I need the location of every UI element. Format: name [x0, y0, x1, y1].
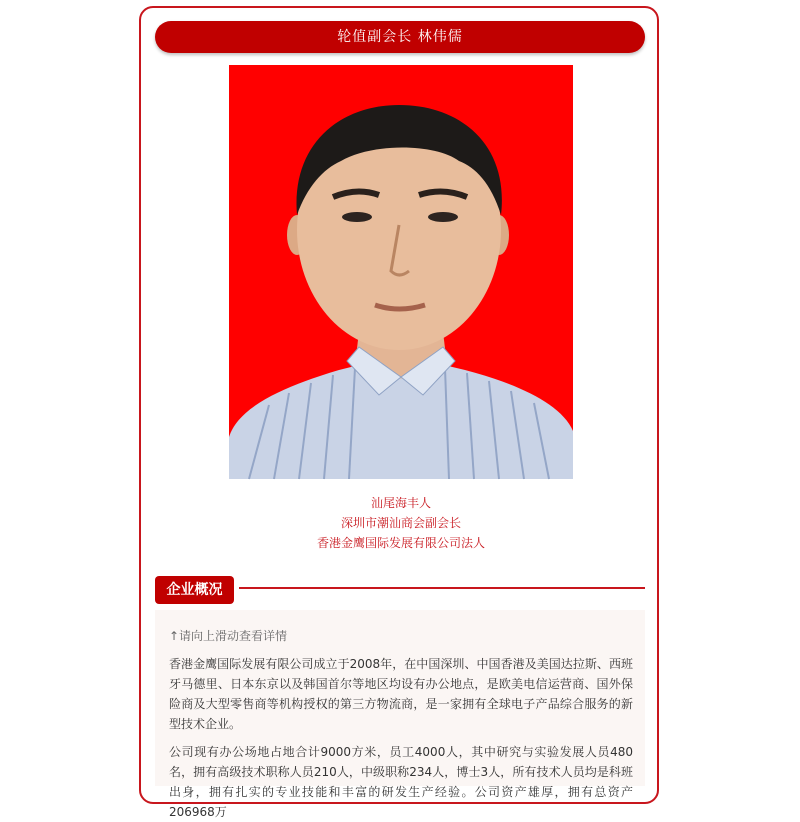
intro-paragraph-1: 香港金鹰国际发展有限公司成立于2008年，在中国深圳、中国香港及美国达拉斯、西班牙马德里、日本东京以及韩国首尔等地区均设有办公地点，是欧美电信运营商、国外保险商及大型零售商等机构授权的第三方物流商，是一家拥有全球电子产品综合服务的新型技术企业。 [169, 657, 633, 731]
portrait-illustration [229, 65, 573, 479]
section-title: 企业概况 [155, 576, 234, 604]
company-intro-scroll[interactable] [155, 610, 645, 819]
portrait-photo [229, 65, 573, 479]
profile-company: 香港金鹰国际发展有限公司法人 [316, 536, 485, 550]
profile-card [139, 6, 659, 819]
page-title: 轮值副会长 林伟儒 [155, 21, 645, 53]
profile-hometown: 汕尾海丰人 [370, 496, 431, 510]
profile-role: 深圳市潮汕商会副会长 [340, 516, 461, 530]
section-divider [239, 587, 645, 589]
section-header [155, 576, 645, 606]
scroll-hint: ↑请向上滑动查看详情 [169, 629, 288, 643]
intro-paragraph-2: 公司现有办公场地占地合计9000方米，员工4000人，其中研究与实验发展人员480名，拥有高级技术职称人员210人，中级职称234人，博士3人，所有技术人员均是科班出身，拥有扎实的专业技能和丰富的研发生产经验。公司资产雄厚，拥有总资产206968万 [169, 745, 633, 819]
